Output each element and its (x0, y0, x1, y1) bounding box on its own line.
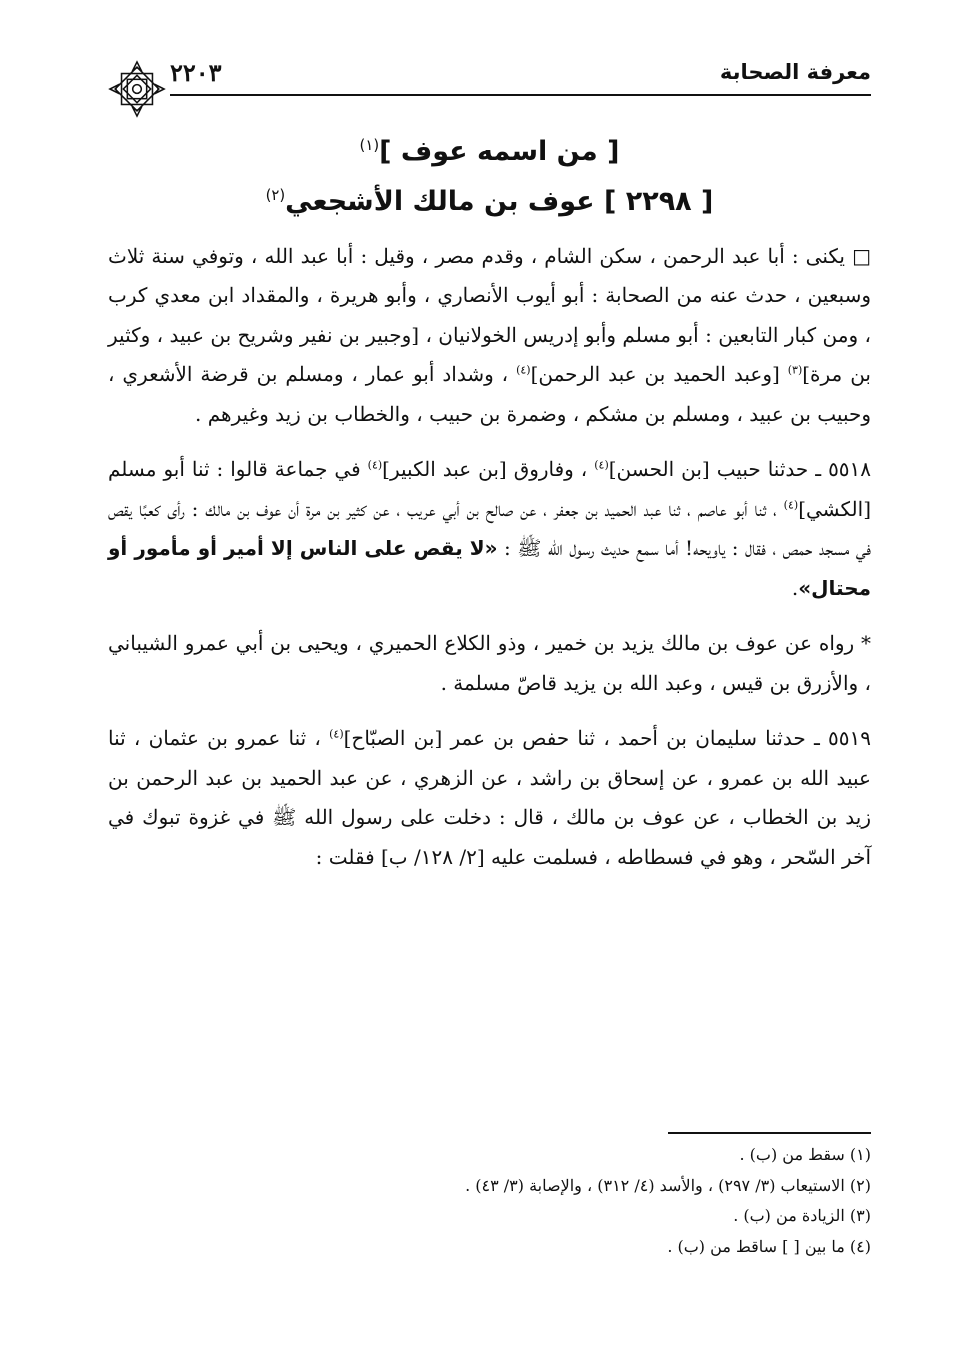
footnote-1: (١) سقط من (ب) . (739, 1145, 871, 1164)
text-run: . (791, 575, 799, 600)
ornament-icon (108, 60, 166, 118)
biography-paragraph (108, 237, 871, 435)
footnote-ref: (٢) (265, 186, 286, 205)
text-run: □ يكنى : أبا عبد الرحمن ، سكن الشام ، وقدم مصر ، وقيل : أبا عبد الله ، وتوفي سنة ثلاث وسبعين ، حدث عنه من الصحابة : أبو أيوب الأنصاري ، وأبو هريرة ، والمقداد ابن معدي كرب ، ومن كبار التابعين : أبو مسلم وأبو إدريس الخولانيان ، [وجبير بن نفير وشريح بن عبيد ، وكثير بن مرة] (108, 243, 871, 387)
book-title: معرفة الصحابة (719, 60, 871, 84)
header-rule (170, 94, 871, 96)
main-content (108, 130, 871, 877)
footnote-ref: (٤) (594, 458, 609, 472)
footnote-ref: (٤) (367, 458, 383, 472)
footnote-2: (٢) الاستيعاب (٣/ ٢٩٧) ، والأسد (٤/ ٣١٢) ، والإصابة (٣/ ٤٣) . (465, 1175, 871, 1195)
footnote-ref: (٤) (329, 727, 344, 741)
footnotes (108, 1140, 871, 1262)
text-run: ، وشداد أبو عمار ، ومسلم بن قرضة الأشعري ، وحبيب بن عبيد ، ومسلم بن مشكم ، وضمرة بن حبيب ، والخطاب بن زيد وغيرهم . (108, 362, 871, 426)
footnote-ref: (٣) (787, 363, 803, 377)
entry-heading (108, 186, 871, 218)
chapter-heading (108, 136, 871, 168)
text-run: ٥٥١٨ ـ حدثنا حبيب [بن الحسن] (608, 457, 872, 482)
footnote-ref: (٤) (783, 498, 799, 512)
riwaya-paragraph: * رواه عن عوف بن مالك يزيد بن خمير ، وذو الكلاع الحميري ، ويحيى بن أبي عمرو الشيباني ، والأزرق بن قيس ، وعبد الله بن يزيد قاصّ مسلمة . (108, 631, 871, 695)
chapter-heading-text: [ من اسمه عوف ] (379, 136, 620, 167)
footnote-ref: (٤) (516, 363, 531, 377)
text-run: [وعبد الحميد بن عبد الرحمن] (530, 362, 780, 387)
footnote-3: (٣) الزيادة من (ب) . (733, 1206, 871, 1225)
text-run: ٥٥١٩ ـ حدثنا سليمان بن أحمد ، ثنا حفص بن عمر [بن الصبّاح] (343, 726, 871, 751)
running-header (108, 56, 871, 96)
footnote-4: (٤) ما بين [ ] ساقط من (ب) . (667, 1236, 871, 1256)
text-run: ، وفاروق [بن عبد الكبير] (382, 457, 588, 482)
text-run: ، ثنا عمرو بن عثمان ، ثنا عبيد الله بن عمرو ، عن إسحاق بن راشد ، عن الزهري ، عن عبد الحميد بن عبد الرحمن بن زيد بن الخطاب ، عن عوف بن مالك ، قال : دخلت على رسول الله ﷺ في غزوة تبوك في آخر السّحر ، وهو في فسطاطه ، فسلمت عليه [٢/ ١٢٨/ ب] فقلت : (108, 726, 871, 869)
footnote-rule (668, 1132, 871, 1134)
hadith-quote: «لا يقص على الناس إلا أمير أو مأمور أو محتال» (108, 536, 871, 600)
footnote-ref: (١) (359, 136, 380, 154)
page-number: ٢٢٠٣ (170, 58, 222, 87)
entry-heading-text: [ ٢٢٩٨ ] عوف بن مالك الأشجعي (285, 186, 714, 218)
text-run: ، ثنا أبو عاصم ، ثنا عبد الحميد بن جعفر ، عن صالح بن أبي عريب ، عن كثير بن مرة أن عوف بن مالك : رأى كعبًا يقص في مسجد حمص ، فقال : ياويحه! أما سمع حديث رسول الله ﷺ : (108, 496, 871, 561)
text-run: في جماعة قالوا : ثنا أبو مسلم [الكشي] (108, 457, 871, 521)
hadith-5518 (108, 450, 871, 608)
hadith-5519 (108, 719, 871, 877)
